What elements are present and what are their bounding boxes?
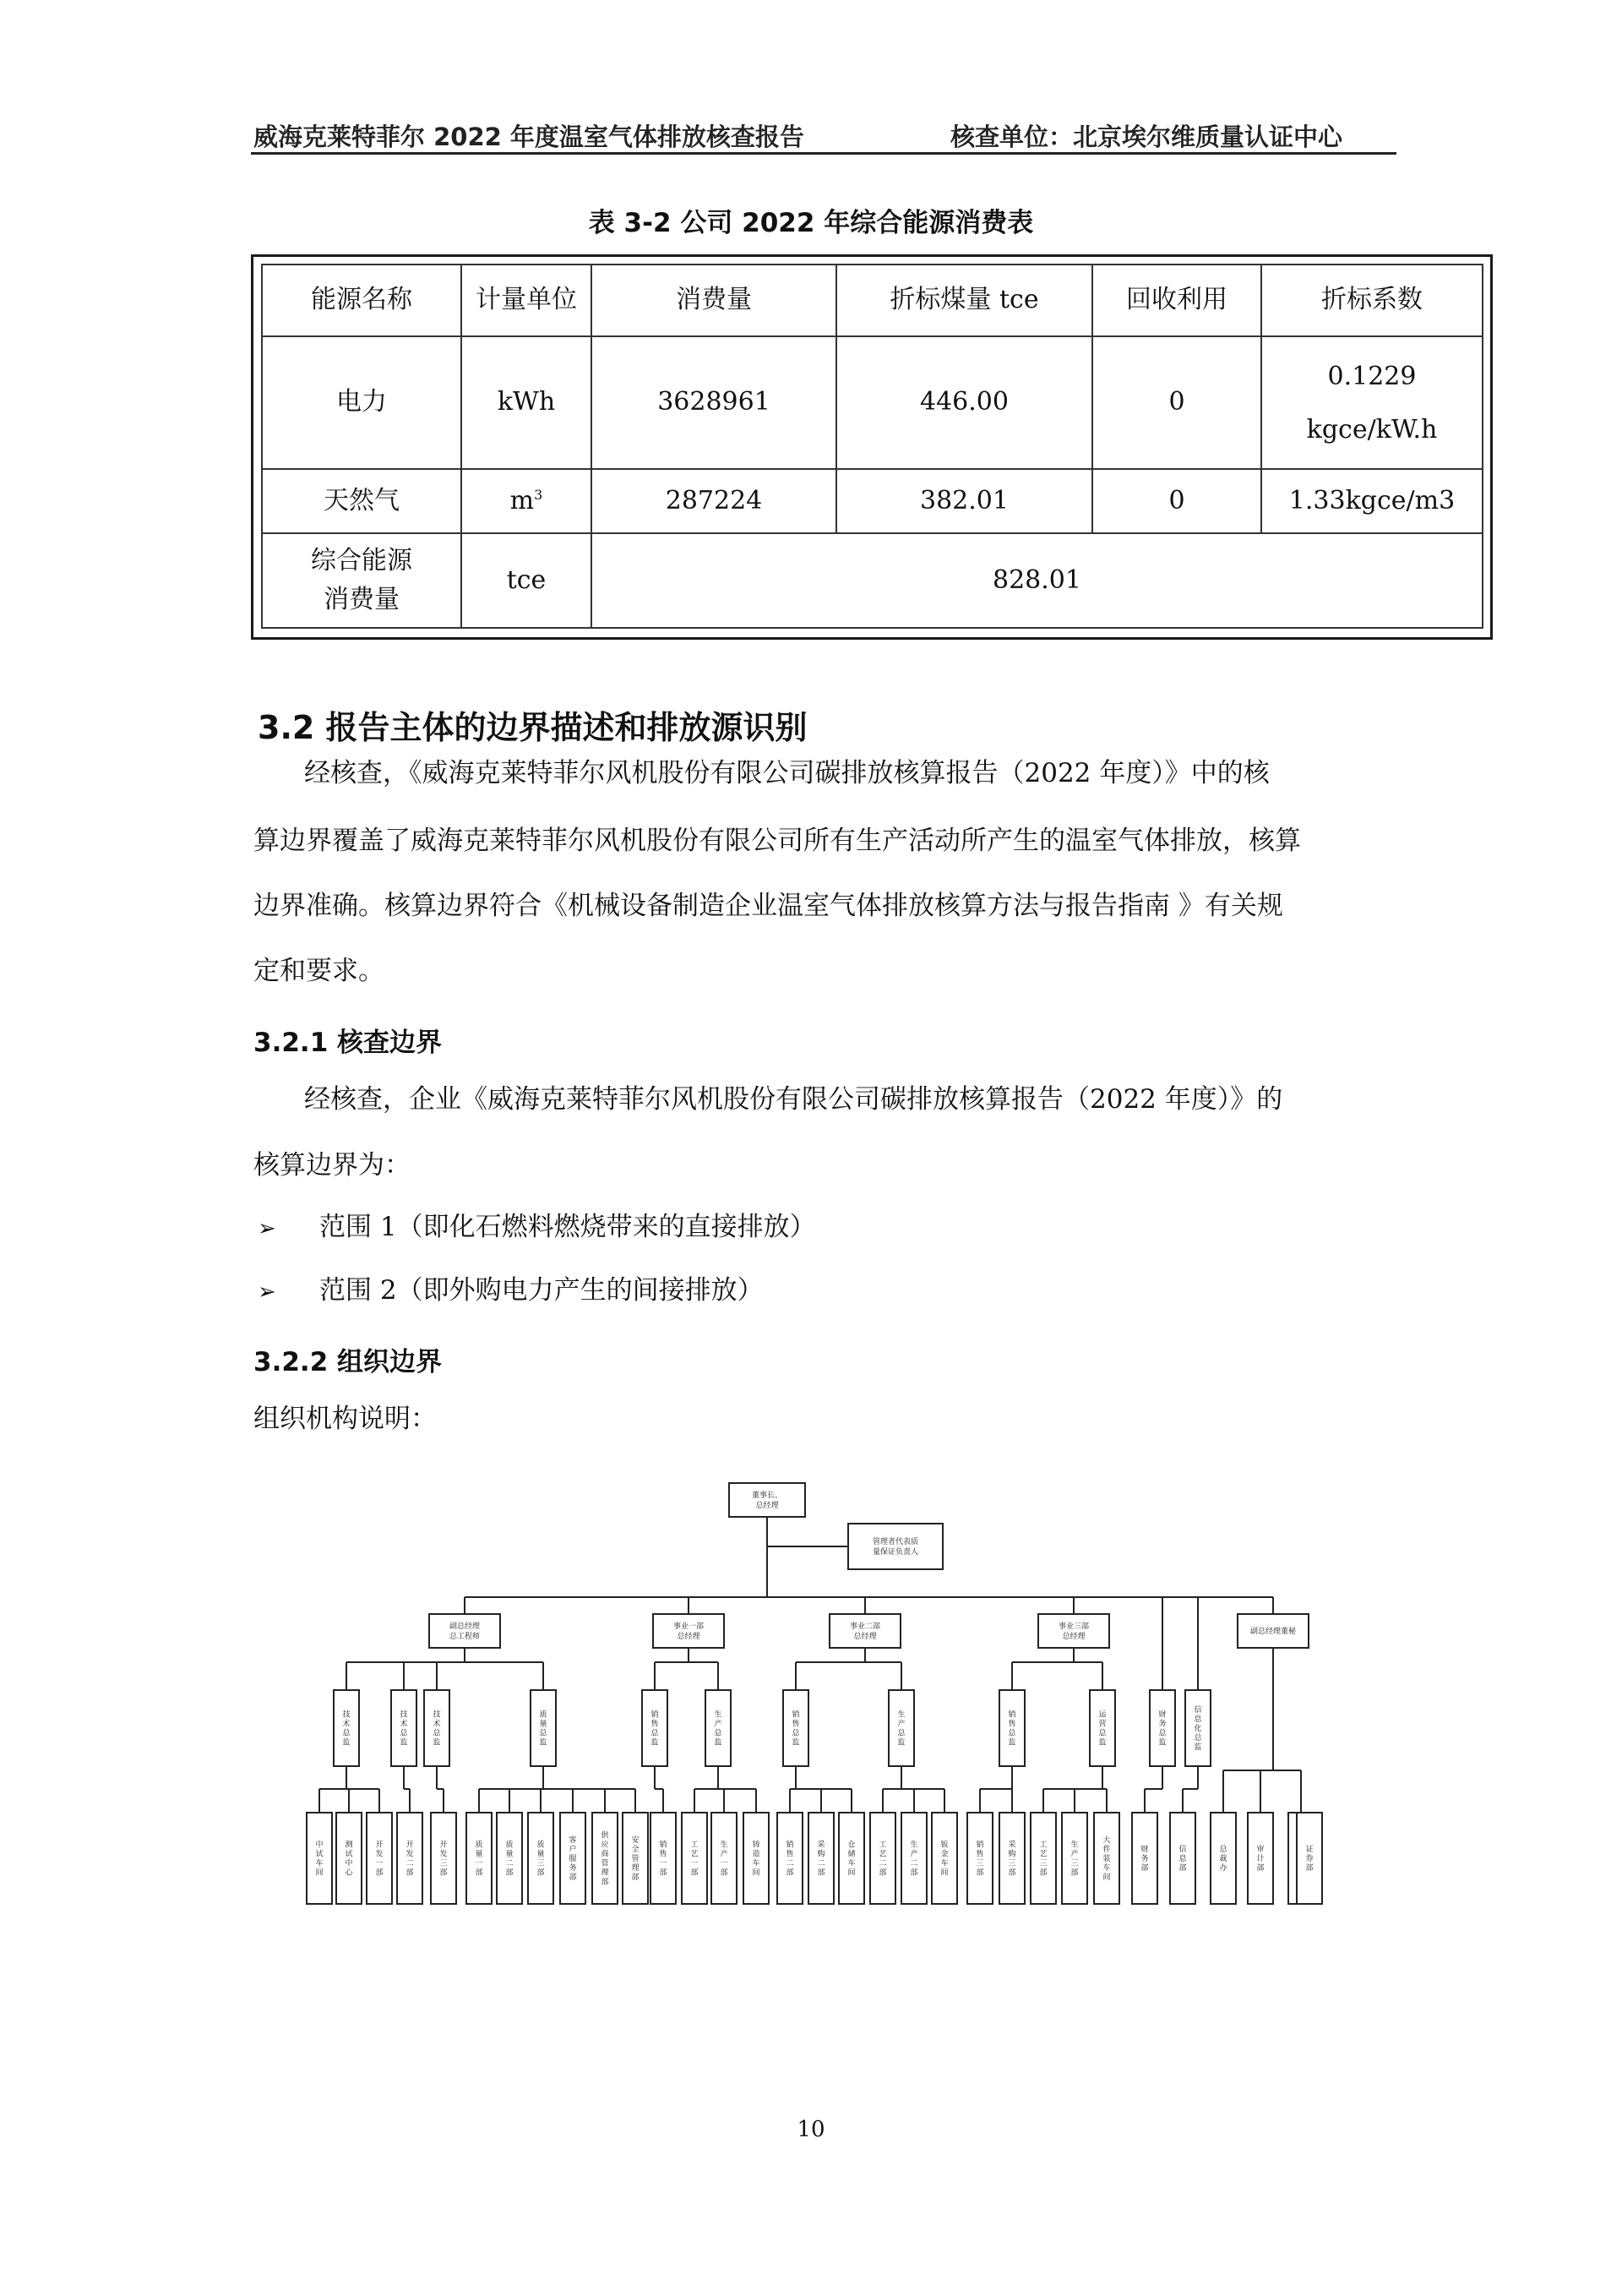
org-department-label: 开发三部 [439,1841,448,1878]
org-department [711,1813,737,1904]
table-header-cell: 能源名称 [262,265,461,336]
org-director-label: 运营总监 [1098,1710,1107,1748]
org-department-label: 工艺三部 [1039,1841,1048,1878]
org-executive [653,1614,724,1648]
table-header-cell: 计量单位 [461,265,591,336]
org-department-label: 审计部 [1256,1846,1265,1873]
org-department-label: 测试中心 [345,1841,353,1878]
org-department-label: 证券部 [1305,1846,1314,1873]
org-department [431,1813,456,1904]
org-department [307,1813,332,1904]
org-executive [1238,1614,1309,1648]
page-number: 10 [797,2117,825,2142]
org-department-label: 生产二部 [910,1841,918,1878]
coefficient-value: 0.1229 [1327,361,1417,391]
org-director [999,1690,1025,1766]
org-department-label: 客户服务部 [569,1836,577,1882]
org-department [1094,1813,1119,1904]
org-management-rep [848,1524,943,1569]
org-department-label: 质量二部 [505,1841,514,1878]
bullet-arrow-icon: ➢ [258,1279,276,1305]
total-name-line2: 消费量 [324,585,400,614]
org-department [623,1813,648,1904]
org-department [1031,1813,1056,1904]
table-header-row [262,265,1483,336]
org-department [870,1813,895,1904]
org-director [889,1690,914,1766]
org-department-label: 开发二部 [406,1841,414,1878]
org-department [999,1813,1025,1904]
org-department-label: 质量三部 [536,1841,545,1878]
energy-recycle: 0 [1092,336,1261,469]
org-chairman-label: 董事长、总经理 [751,1492,783,1510]
subsection-heading: 3.2.1 核查边界 [253,1028,443,1058]
org-department [967,1813,993,1904]
org-director [1150,1690,1175,1766]
org-department-label: 销售二部 [786,1841,794,1878]
org-department [397,1813,422,1904]
org-director [1090,1690,1115,1766]
bullet-arrow-icon: ➢ [258,1216,276,1241]
org-executive-label: 事业三部总经理 [1058,1622,1090,1641]
org-director-label: 生产总监 [714,1710,722,1748]
org-department-label: 质量一部 [475,1841,483,1878]
org-director-label: 技术总监 [342,1710,351,1748]
energy-unit [461,469,591,533]
org-department-label: 销售一部 [659,1841,667,1878]
org-department [777,1813,803,1904]
org-department-label: 生产三部 [1070,1841,1079,1878]
org-department [1297,1813,1322,1904]
org-department [592,1813,618,1904]
table-header-cell: 回收利用 [1092,265,1261,336]
org-department [560,1813,585,1904]
org-executive-box [653,1614,724,1648]
paragraph-line: 经核查，企业《威海克莱特菲尔风机股份有限公司碳排放核算报告（2022 年度）》的 [304,1084,1283,1115]
energy-name: 天然气 [262,469,461,533]
table-header-cell: 折标煤量 tce [836,265,1092,336]
coefficient-unit: kgce/kW.h [1306,414,1438,444]
subsection-heading: 3.2.2 组织边界 [253,1347,443,1377]
org-department [650,1813,676,1904]
org-executive-box [1038,1614,1109,1648]
org-department-label: 钣金车间 [940,1841,949,1878]
org-executive [1038,1614,1109,1648]
org-department-label: 采购三部 [1008,1841,1016,1878]
org-department-label: 大件装车间 [1102,1836,1111,1882]
org-director [334,1690,359,1766]
org-executive-label: 事业二部总经理 [849,1622,881,1641]
table-row [262,336,1483,469]
org-executive-label: 事业一部总经理 [672,1622,705,1641]
org-director-label: 销售总监 [650,1710,659,1748]
org-department-label: 销售三部 [976,1841,984,1878]
org-executive-label: 副总经理董秘 [1249,1628,1297,1636]
org-director [642,1690,667,1766]
org-department [743,1813,769,1904]
energy-consumption: 287224 [591,469,836,533]
total-unit: tce [461,533,591,628]
org-department [336,1813,362,1904]
energy-name: 电力 [262,336,461,469]
org-director-label: 技术总监 [433,1710,441,1748]
org-department-label: 财务部 [1140,1846,1149,1873]
energy-unit: kWh [461,336,591,469]
org-director [531,1690,556,1766]
paragraph-line: 算边界覆盖了威海克莱特菲尔风机股份有限公司所有生产活动所产生的温室气体排放，核算 [253,826,1301,856]
org-director-label: 信息化总监 [1194,1706,1202,1752]
org-director-label: 生产总监 [897,1710,906,1748]
paragraph-line: 组织机构说明： [253,1404,437,1434]
org-department [682,1813,707,1904]
energy-coefficient [1261,336,1483,469]
org-executive-label: 副总经理总工程师 [449,1622,481,1641]
org-department [1170,1813,1195,1904]
org-executive [429,1614,500,1648]
header-rule [251,152,1396,155]
org-department-label: 供应商管理部 [601,1831,609,1887]
energy-tce: 382.01 [836,469,1092,533]
section-heading: 3.2 报告主体的边界描述和排放源识别 [258,709,808,746]
paragraph-line: 边界准确。核算边界符合《机械设备制造企业温室气体排放核算方法与报告指南 》有关规 [253,891,1283,921]
org-department [528,1813,553,1904]
org-department-label: 中试车间 [315,1841,324,1878]
total-name [262,533,461,628]
org-director [783,1690,808,1766]
org-department-label: 工艺一部 [690,1841,699,1878]
org-department [839,1813,864,1904]
org-department [808,1813,834,1904]
energy-tce: 446.00 [836,336,1092,469]
org-executive [830,1614,901,1648]
table-row [262,469,1483,533]
table-header-cell: 消费量 [591,265,836,336]
org-management-rep-label: 管理者代表质量保证负责人 [872,1538,919,1557]
header-verifier: 核查单位：北京埃尔维质量认证中心 [950,123,1343,151]
bullet-item: 范围 1（即化石燃料燃烧带来的直接排放） [319,1212,816,1242]
energy-consumption: 3628961 [591,336,836,469]
energy-recycle: 0 [1092,469,1261,533]
org-director [1185,1690,1211,1766]
org-department-label: 开发一部 [375,1841,384,1878]
org-director-label: 销售总监 [792,1710,800,1748]
unit-base: m [509,485,535,515]
org-department-label: 仓储车间 [847,1841,856,1878]
org-executive-box [830,1614,901,1648]
unit-superscript: 3 [534,486,543,503]
org-department-label: 工艺二部 [879,1841,887,1878]
org-director-label: 销售总监 [1008,1710,1016,1748]
energy-table [261,264,1483,629]
org-department [1248,1813,1273,1904]
org-department-label: 总裁办 [1219,1846,1227,1873]
org-department [1062,1813,1087,1904]
org-department-label: 信息部 [1178,1846,1187,1873]
org-department [1211,1813,1236,1904]
org-chairman-box [729,1483,805,1517]
org-department [497,1813,522,1904]
org-director-label: 技术总监 [400,1710,408,1748]
total-value: 828.01 [591,533,1483,628]
bullet-item: 范围 2（即外购电力产生的间接排放） [319,1275,764,1306]
org-chairman [729,1483,805,1517]
org-director [705,1690,731,1766]
paragraph-line: 经核查，《威海克莱特菲尔风机股份有限公司碳排放核算报告（2022 年度）》中的核 [304,758,1270,788]
org-department-label: 生产一部 [720,1841,728,1878]
paragraph-line: 核算边界为： [253,1150,411,1181]
org-department [932,1813,957,1904]
org-chart-connectors [319,1517,1301,1813]
paragraph-line: 定和要求。 [253,956,384,986]
org-director-label: 财务总监 [1158,1710,1167,1748]
total-name-line1: 综合能源 [311,545,412,575]
org-executive-box [429,1614,500,1648]
energy-coefficient: 1.33kgce/m3 [1261,469,1483,533]
table-header-cell: 折标系数 [1261,265,1483,336]
org-director [424,1690,449,1766]
org-department-label: 安全管理部 [631,1836,640,1882]
org-department [901,1813,927,1904]
table-total-row [262,533,1483,628]
org-department-label: 采购二部 [817,1841,825,1878]
org-director-label: 质量总监 [539,1710,547,1748]
org-chart [304,1475,1326,1965]
org-department [466,1813,492,1904]
org-department-label: 铸造车间 [752,1841,760,1878]
table-caption: 表 3-2 公司 2022 年综合能源消费表 [588,208,1034,238]
org-department [367,1813,392,1904]
org-management-rep-box [848,1524,943,1569]
org-director [391,1690,416,1766]
org-department [1132,1813,1157,1904]
header-title: 威海克莱特菲尔 2022 年度温室气体排放核查报告 [253,123,804,151]
